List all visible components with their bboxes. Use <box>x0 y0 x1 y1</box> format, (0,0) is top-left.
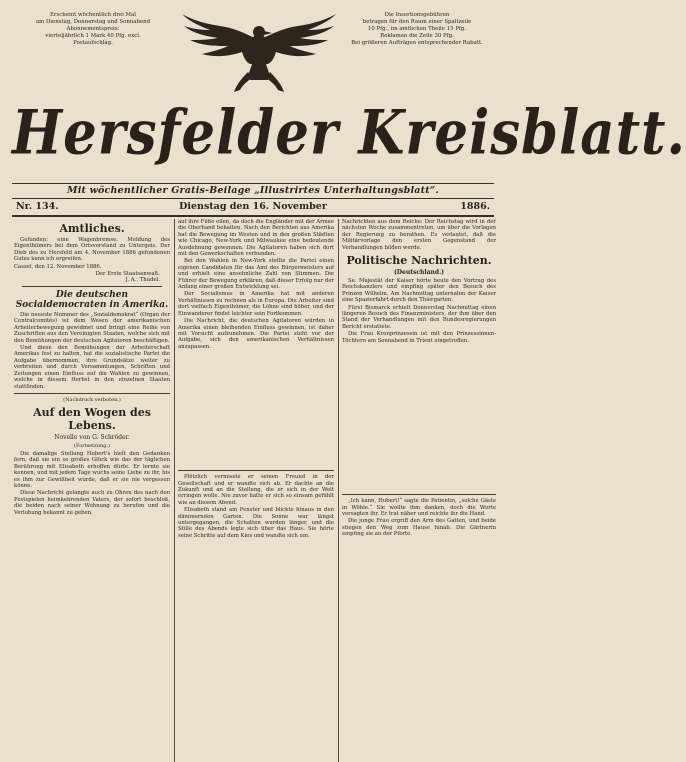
issue-number: Nr. 134. <box>16 201 59 212</box>
official-notice: Gefunden: eine Wagenbremse. Meldung des Eigenthümers bei dem Ortsvorstand zu Untergeis. Der Dieb des zu Hersfeld am 4. November 1886 gefundenen Gutes kann ich ergreifen. <box>14 237 170 263</box>
subscription-info <box>18 12 168 47</box>
feuilleton-author: Novelle von G. Schröder. <box>54 433 130 441</box>
feuilleton-paragraph: Elisabeth stand am Fenster und blickte hinaus in den dämmernden Garten. Die Sonne war längst untergegangen, die Schatten wurden länger, und die Stille des Abends legte sich über das Haus. Sie hörte seine Schritte auf dem Kies und wandte sich um. <box>178 507 334 539</box>
info-line: vierteljährlich 1 Mark 40 Pfg. excl. <box>45 33 141 39</box>
feuilleton-paragraph: Diese Nachricht gelangte auch zu Ohren des nach den Festspielen heimkehrenden Vaters, der sofort beschloß, die beiden nach seiner Wohnung zu berufen und die Verlobung bekannt zu geben. <box>14 490 170 516</box>
article-paragraph: Die neueste Nummer des „Sozialdemokrat“ (Organ der Centralcomités) ist dem Wesen der amerikanischen Arbeiterbewegung gewidmet und bringt eine Reihe von Zuschriften aus den Vereinigten Staaten, welche sich mit den Bemühungen der deutschen Agitatoren beschäftigen. <box>14 312 170 344</box>
news-paragraph: Se. Majestät der Kaiser hörte heute den Vortrag des Reichskanzlers und empfing später den Besuch des Prinzen Wilhelm. Am Nachmittag unternahm der Kaiser eine Spazierfahrt durch den Thiergarten. <box>342 278 496 304</box>
issue-date: Dienstag den 16. November <box>179 201 327 212</box>
info-line: Bei größeren Aufträgen entsprechender Rabatt. <box>351 40 483 46</box>
region-label: (Deutschland.) <box>393 269 445 277</box>
info-line: am Dienstag, Donnerstag und Sonnabend <box>35 19 151 25</box>
info-line: 10 Pfg., im amtlichen Theile 15 Pfg. <box>367 26 467 32</box>
official-signature: J. A.: Thudel. <box>125 277 160 284</box>
article-title: Die deutschen Socialdemocraten in Amerika. <box>15 290 169 311</box>
info-line: Die Insertionsgebühren <box>384 12 450 18</box>
article-paragraph: Bei den Wahlen in New-York stellte die Partei einen eigenen Candidaten für das Amt des Bürgermeisters auf und erhielt eine ansehnliche Zahl von Stimmen. Die Führer der Bewegung erklären, daß dieser Erfolg nur der Anfang einer großen Entwicklung sei. <box>178 258 334 291</box>
columns <box>14 219 494 762</box>
info-line: Abonnementspreis: <box>66 26 120 32</box>
reprint-note: (Nachdruck verboten.) <box>63 396 121 403</box>
divider <box>14 393 170 394</box>
news-paragraph: Die Frau Kronprinzessin ist mit den Prinzessinnen-Töchtern am Sonnabend in Trient eingetroffen. <box>342 331 496 344</box>
info-line: Reklamen die Zeile 30 Pfg. <box>380 33 454 39</box>
official-date: Cassel, den 12. November 1886. <box>14 263 102 270</box>
article-paragraph: Der Socialismus in Amerika hat mit anderen Verhältnissen zu rechnen als in Europa. Die Arbeiter sind dort vielfach Eigenthümer, die Löhne sind höher, und der Einwanderer findet leichter sein Fortkommen. <box>178 291 334 317</box>
divider <box>342 494 496 495</box>
column-divider <box>338 219 339 762</box>
newspaper-subtitle: Mit wöchentlicher Gratis-Beilage „Illustrirtes Unterhaltungsblatt“. <box>67 185 439 196</box>
section-heading: Politische Nachrichten. <box>346 254 492 268</box>
divider <box>12 215 494 217</box>
article-paragraph: auf ihre Füße eilen, da doch die Engländer mit der Armee die Oberhand behalten. Nach den Berichten aus Amerika hat die Bewegung im Westen und in den großen Städten wie Chicago, New-York und Milwaukee eine bedeutende Ausdehnung gewonnen. Die Agitatoren haben sich dort mit den Gewerkschaften verbunden. <box>178 219 334 258</box>
feuilleton-paragraph: Die junge Frau ergriff den Arm des Gatten, und beide stiegen den Weg zum Hause hinab. Die Gärtnerin empfing sie an der Pforte. <box>342 518 496 538</box>
column-1 <box>14 219 170 762</box>
article-paragraph: Die Nachricht, die deutschen Agitatoren würden in Amerika einen bleibenden Einfluss gewinnen, ist daher mit Vorsicht aufzunehmen. Die Partei steht vor der Aufgabe, sich den amerikanischen Verhältnissen anzupassen. <box>178 318 334 350</box>
column-divider <box>174 219 175 762</box>
section-heading: Amtliches. <box>59 222 125 235</box>
news-paragraph: Nachrichten aus dem Reiche: Der Reichstag wird in der nächsten Woche zusammentreten, um über die Vorlagen der Regierung zu berathen. Es verlautet, daß die Militärvorlage den ersten Gegenstand der Verhandlungen bilden werde. <box>342 219 496 251</box>
info-line: betragen für den Raum einer Spaltzeile <box>362 19 472 25</box>
divider <box>12 183 494 184</box>
issue-year: 1886. <box>460 201 490 212</box>
continuation-note: (Fortsetzung.) <box>74 442 110 449</box>
feuilleton-paragraph: „Ich kann, Hubert!“ sagte die Patientin, „solche Gäste in Wöhle.“ Sie wollte ihm danken, doch die Worte versagten ihr. Er trat näher und reichte ihr die Hand. <box>342 498 496 517</box>
feuilleton-paragraph: Die damalige Stellung Hubert's hielt den Gedanken fern, daß sie ein so großes Glück wie das der täglichen Berührung mit Elisabeth erhoffen dürfe. Er lernte sie kennen, und mit jedem Tage wuchs seine Liebe zu ihr, bis es ihm zur Gewißheit wurde, daß er sie nie vergessen könne. <box>14 450 170 489</box>
advertising-info <box>342 12 492 47</box>
feuilleton-title: Auf den Wogen des Lebens. <box>33 405 151 432</box>
newspaper-title: Hersfelder Kreisblatt. <box>12 97 686 169</box>
news-paragraph: Fürst Bismarck erhielt Donnerstag Nachmittag einen längeren Besuch des Finanzministers, der ihm über den Stand der Verhandlungen mit den Bundesregierungen Bericht erstattete. <box>342 304 496 330</box>
divider <box>22 286 162 287</box>
info-line: Erscheint wöchentlich drei Mal <box>50 12 136 18</box>
column-3 <box>342 219 496 762</box>
official-signature: Der Erste Staatsanwalt. <box>95 271 160 278</box>
feuilleton-paragraph: Plötzlich vermisste er seinen Freund in der Gesellschaft und er wandte sich ab. Er dachte an die Zukunft und an die Stellung, die er sich in der Welt erringen wolle. Nie zuvor hatte er sich so einsam gefühlt wie an diesem Abend. <box>178 474 334 506</box>
divider <box>178 470 334 471</box>
column-2 <box>178 219 334 762</box>
eagle-emblem-icon <box>180 6 338 102</box>
article-paragraph: Und diese den Bemühungen der Arbeiterschaft Amerikas fest zu halten, hat die sozialistische Partei die Aufgabe übernommen, ihre Grundsätze weiter zu verbreiten und durch Versammlungen, Schriften und Zeitungen einen Einfluss auf die Wahlen zu gewinnen, welche in diesem Herbst in den einzelnen Staaten stattfinden. <box>14 345 170 390</box>
divider <box>12 198 494 199</box>
masthead <box>12 4 686 212</box>
info-line: Postaufschlag. <box>73 40 113 46</box>
